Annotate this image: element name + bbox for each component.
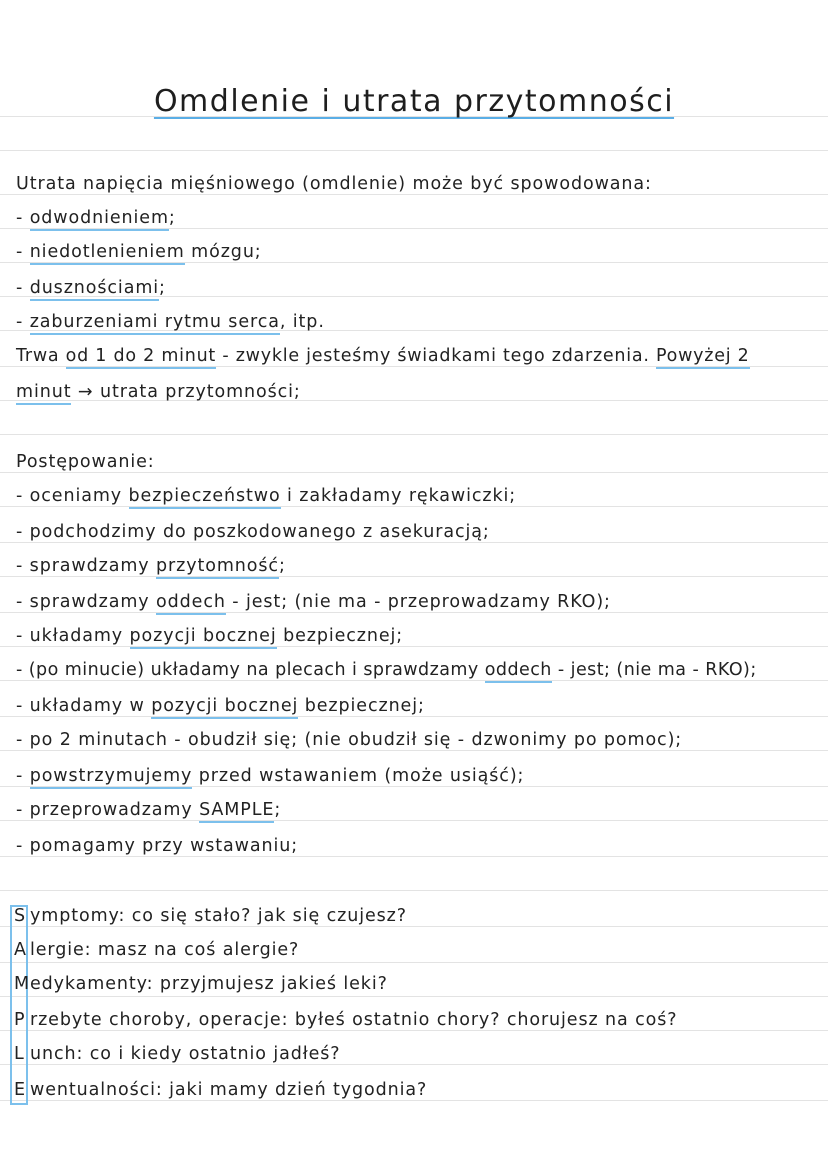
cause-item: - zaburzeniami rytmu serca, itp. (16, 310, 325, 334)
cause-item: - dusznościami; (16, 276, 166, 300)
sample-row: P rzebyte choroby, operacje: byłeś ostatnio chory? chorujesz na coś? (14, 1010, 678, 1030)
sample-row: E wentualności: jaki mamy dzień tygodnia? (14, 1080, 428, 1100)
sample-row: L unch: co i kiedy ostatnio jadłeś? (14, 1044, 341, 1064)
procedure-step: - układamy w pozycji bocznej bezpiecznej; (16, 694, 425, 718)
sample-row: Medykamenty: przyjmujesz jakieś leki? (14, 974, 388, 994)
sample-row: A lergie: masz na coś alergie? (14, 940, 300, 960)
intro-heading: Utrata napięcia mięśniowego (omdlenie) może być spowodowana: (16, 174, 652, 194)
duration-line: minut → utrata przytomności; (16, 380, 301, 404)
procedure-step: - sprawdzamy przytomność; (16, 554, 286, 578)
procedure-step: - pomagamy przy wstawaniu; (16, 836, 299, 856)
cause-item: - niedotlenieniem mózgu; (16, 240, 262, 264)
procedure-step: - układamy pozycji bocznej bezpiecznej; (16, 624, 403, 648)
procedure-step: - podchodzimy do poszkodowanego z asekuracją; (16, 522, 490, 542)
procedure-step: - (po minucie) układamy na plecach i sprawdzamy oddech - jest; (nie ma - RKO); (16, 658, 757, 682)
procedure-step: - powstrzymujemy przed wstawaniem (może usiąść); (16, 764, 524, 788)
sample-acronym-box (10, 905, 28, 1105)
duration-line: Trwa od 1 do 2 minut - zwykle jesteśmy świadkami tego zdarzenia. Powyżej 2 (16, 344, 750, 368)
cause-item: - odwodnieniem; (16, 206, 176, 230)
page-title: Omdlenie i utrata przytomności (153, 84, 675, 119)
procedure-step: - sprawdzamy oddech - jest; (nie ma - przeprowadzamy RKO); (16, 590, 611, 614)
procedure-step: - oceniamy bezpieczeństwo i zakładamy rękawiczki; (16, 484, 516, 508)
procedure-step: - przeprowadzamy SAMPLE; (16, 798, 281, 822)
procedure-step: - po 2 minutach - obudził się; (nie obudził się - dzwonimy po pomoc); (16, 730, 683, 750)
sample-row: S ymptomy: co się stało? jak się czujesz? (14, 906, 407, 926)
procedure-heading: Postępowanie: (16, 452, 155, 472)
